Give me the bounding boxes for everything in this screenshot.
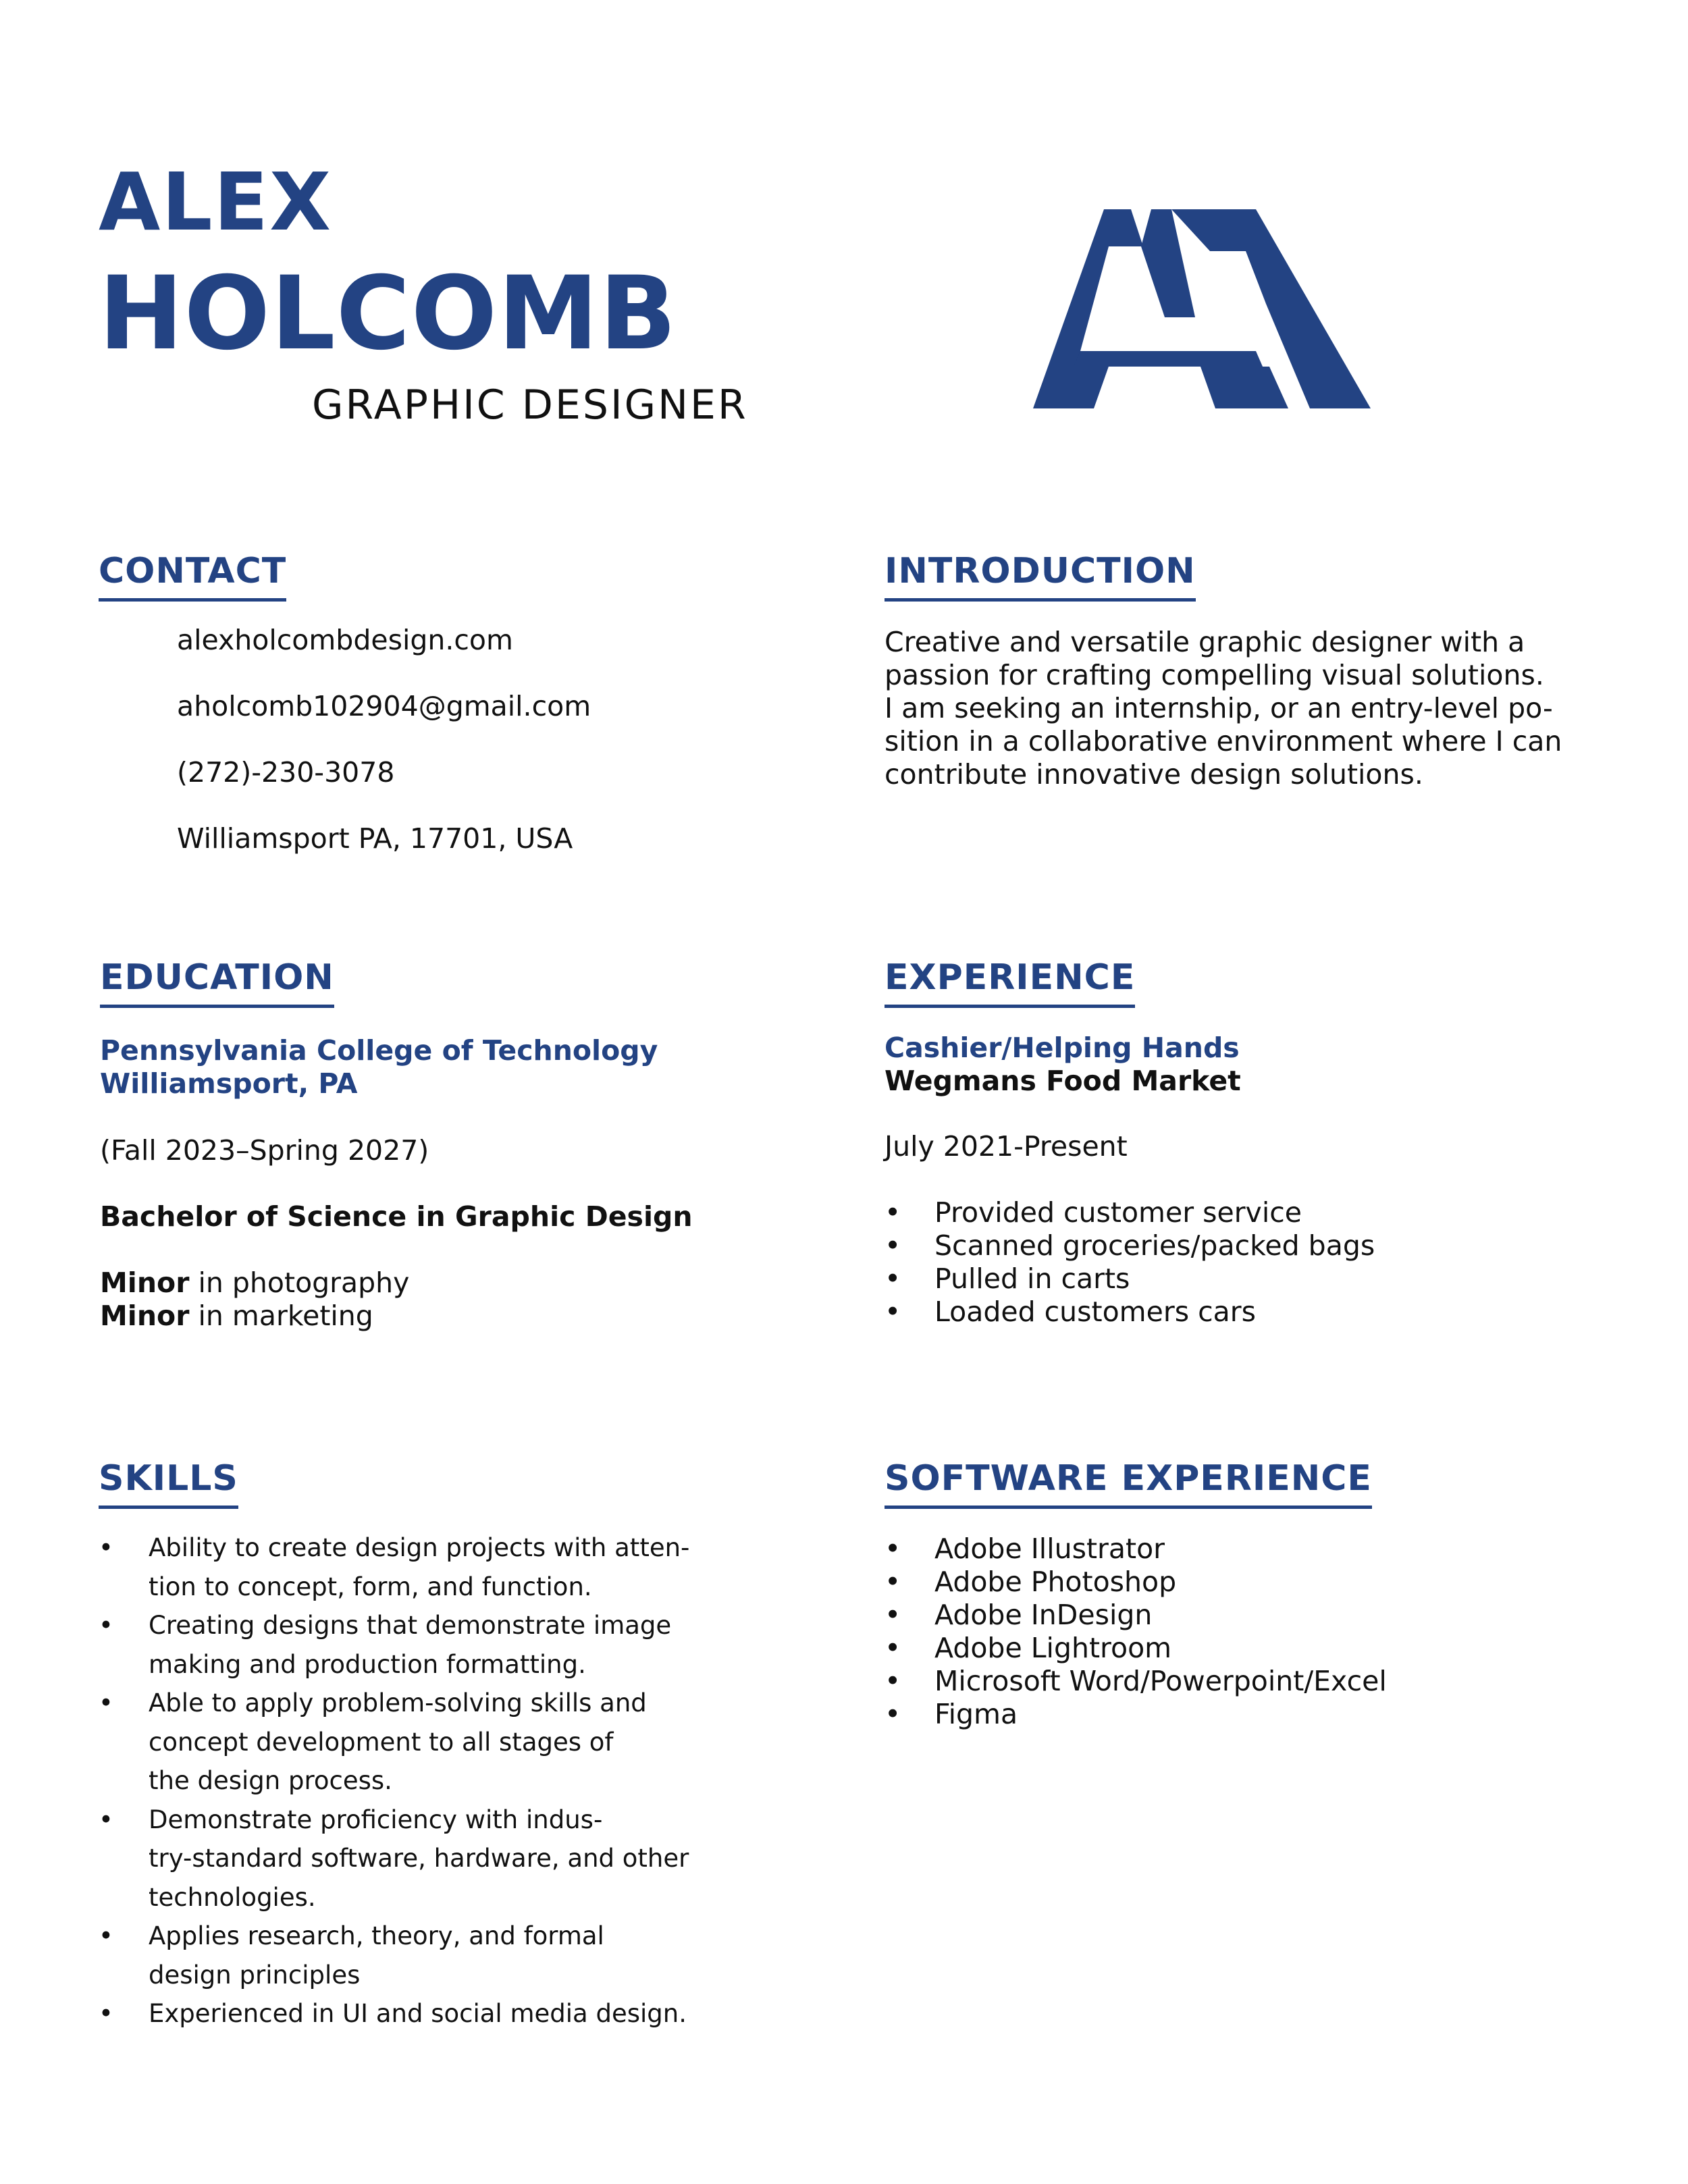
list-item: • Able to apply problem-solving skills and concept development to all stages of the design process. xyxy=(99,1684,689,1801)
school-name: Pennsylvania College of Technology xyxy=(100,1034,658,1067)
degree: Bachelor of Science in Graphic Design xyxy=(100,1200,693,1233)
list-item: • Demonstrate proficiency with indus- try-standard software, hardware, and other technologies. xyxy=(99,1801,689,1917)
skills-list xyxy=(99,1528,689,2033)
intro-line: I am seeking an internship, or an entry-level po- xyxy=(885,692,1553,724)
list-item: • Microsoft Word/Powerpoint/Excel xyxy=(885,1665,1387,1698)
intro-line: sition in a collaborative environment where I can xyxy=(885,725,1562,757)
introduction-heading: INTRODUCTION xyxy=(885,554,1196,602)
list-item: • Adobe InDesign xyxy=(885,1599,1387,1632)
last-name: HOLCOMB xyxy=(99,255,677,373)
phone-number: (272)-230-3078 xyxy=(177,756,395,789)
address: Williamsport PA, 17701, USA xyxy=(177,822,573,855)
logo-right-foot xyxy=(1201,367,1288,408)
software-heading: SOFTWARE EXPERIENCE xyxy=(885,1461,1372,1509)
introduction-text xyxy=(885,626,1627,791)
list-item: • Creating designs that demonstrate image making and production formatting. xyxy=(99,1606,689,1684)
list-item: • Provided customer service xyxy=(885,1196,1375,1229)
website-link[interactable]: alexholcombdesign.com xyxy=(177,624,513,656)
list-item: • Applies research, theory, and formal design principles xyxy=(99,1917,689,1994)
job-role: Cashier/Helping Hands xyxy=(885,1032,1240,1064)
skills-heading: SKILLS xyxy=(99,1461,238,1509)
list-item: • Pulled in carts xyxy=(885,1262,1375,1296)
job-title: GRAPHIC DESIGNER xyxy=(312,381,748,429)
intro-line: contribute innovative design solutions. xyxy=(885,758,1423,791)
software-list xyxy=(885,1533,1387,1731)
experience-heading: EXPERIENCE xyxy=(885,960,1135,1008)
experience-role xyxy=(885,1032,1241,1098)
logo-left-a-stroke xyxy=(1033,209,1143,408)
intro-line: passion for crafting compelling visual solutions. xyxy=(885,659,1544,691)
duties-list xyxy=(885,1196,1375,1329)
list-item: • Experienced in UI and social media design. xyxy=(99,1994,689,2033)
employer: Wegmans Food Market xyxy=(885,1065,1241,1097)
first-name: ALEX xyxy=(99,155,333,248)
minor-item: Minor in photography xyxy=(100,1267,410,1299)
list-item: • Adobe Illustrator xyxy=(885,1533,1387,1566)
list-item: • Scanned groceries/packed bags xyxy=(885,1229,1375,1262)
list-item: • Figma xyxy=(885,1698,1387,1731)
minors-list xyxy=(100,1267,409,1333)
intro-line: Creative and versatile graphic designer with a xyxy=(885,626,1525,658)
school-location: Williamsport, PA xyxy=(100,1067,358,1100)
list-item: • Loaded customers cars xyxy=(885,1296,1375,1329)
list-item: • Adobe Lightroom xyxy=(885,1632,1387,1665)
list-item: • Adobe Photoshop xyxy=(885,1566,1387,1599)
minor-item: Minor in marketing xyxy=(100,1300,373,1332)
contact-heading: CONTACT xyxy=(99,554,286,602)
education-heading: EDUCATION xyxy=(100,960,334,1008)
education-school xyxy=(100,1034,658,1100)
education-dates: (Fall 2023–Spring 2027) xyxy=(100,1134,429,1167)
experience-dates: July 2021-Present xyxy=(885,1130,1128,1163)
email-link[interactable]: aholcomb102904@gmail.com xyxy=(177,690,591,722)
logo-crossbar xyxy=(1074,351,1263,367)
list-item: • Ability to create design projects with atten- tion to concept, form, and function. xyxy=(99,1528,689,1606)
aa-monogram-logo xyxy=(1033,209,1371,408)
